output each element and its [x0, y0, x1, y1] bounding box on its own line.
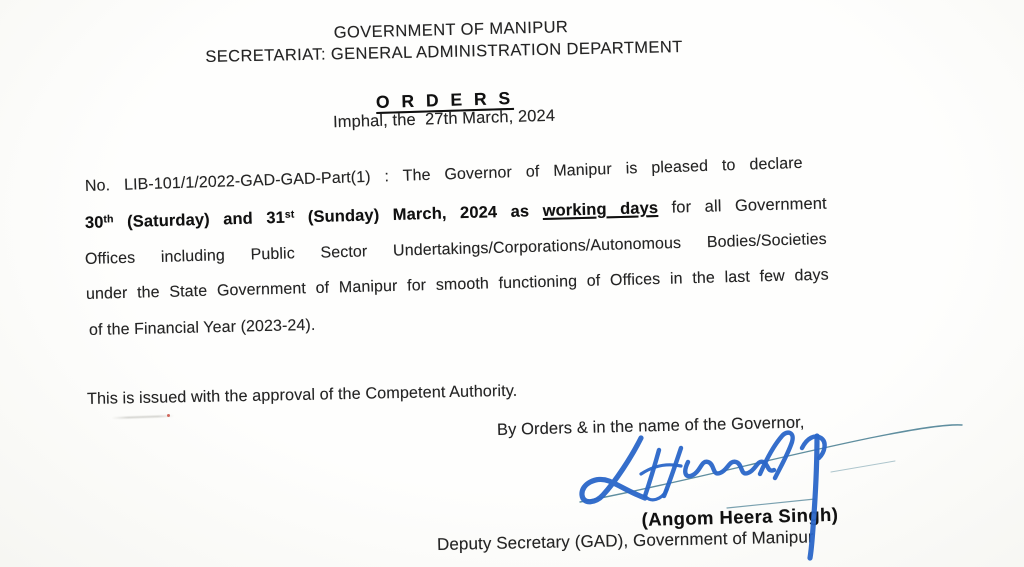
- orders-heading: O R D E R S: [375, 87, 514, 112]
- dateline: Imphal, the 27th March, 2024: [332, 106, 556, 132]
- date-30: 30: [84, 213, 104, 232]
- pen-line-short: [727, 499, 815, 508]
- scan-red-dot-artifact: [167, 414, 170, 417]
- date-mid2: (Sunday) March, 2024 as: [294, 202, 543, 227]
- working-days-underlined: working days: [542, 198, 659, 221]
- scan-smudge-artifact: [112, 415, 174, 419]
- government-title: GOVERNMENT OF MANIPUR: [333, 18, 569, 42]
- order-number-line: No. LIB-101/1/2022-GAD-GAD-Part(1) : The Governor of Manipur is pleased to declare: [84, 154, 803, 195]
- state-government-line: under the State Government of Manipur for smooth functioning of Offices in the last few days: [85, 266, 829, 303]
- signature-scribble: [555, 410, 985, 565]
- signatory-designation: Deputy Secretary (GAD), Government of Manipur: [436, 527, 814, 554]
- signatory-name: (Angom Heera Singh): [641, 503, 839, 530]
- by-orders-line: By Orders & in the name of the Governor,: [496, 413, 805, 439]
- signature-stroke: [645, 450, 659, 496]
- pen-line-faint: [831, 461, 895, 472]
- signature-stroke: [760, 433, 793, 478]
- signature-stroke: [810, 436, 817, 558]
- signature-stroke: [582, 438, 645, 502]
- date-mid: (Saturday) and 31: [113, 208, 286, 232]
- approval-line: This is issued with the approval of the Competent Authority.: [86, 381, 518, 408]
- offices-line: Offices including Public Sector Undertakings/Corporations/Autonomous Bodies/Societies: [84, 230, 827, 268]
- department-title: SECRETARIAT: GENERAL ADMINISTRATION DEPARTMENT: [205, 38, 683, 66]
- pen-line: [580, 425, 962, 502]
- signature-stroke: [802, 436, 825, 458]
- financial-year-line: of the Financial Year (2023-24).: [88, 316, 316, 339]
- line2-tail: for all Government: [657, 194, 827, 217]
- working-days-line: [85, 193, 827, 236]
- date-30-suffix: th: [103, 213, 114, 226]
- date-31-suffix: st: [284, 208, 295, 221]
